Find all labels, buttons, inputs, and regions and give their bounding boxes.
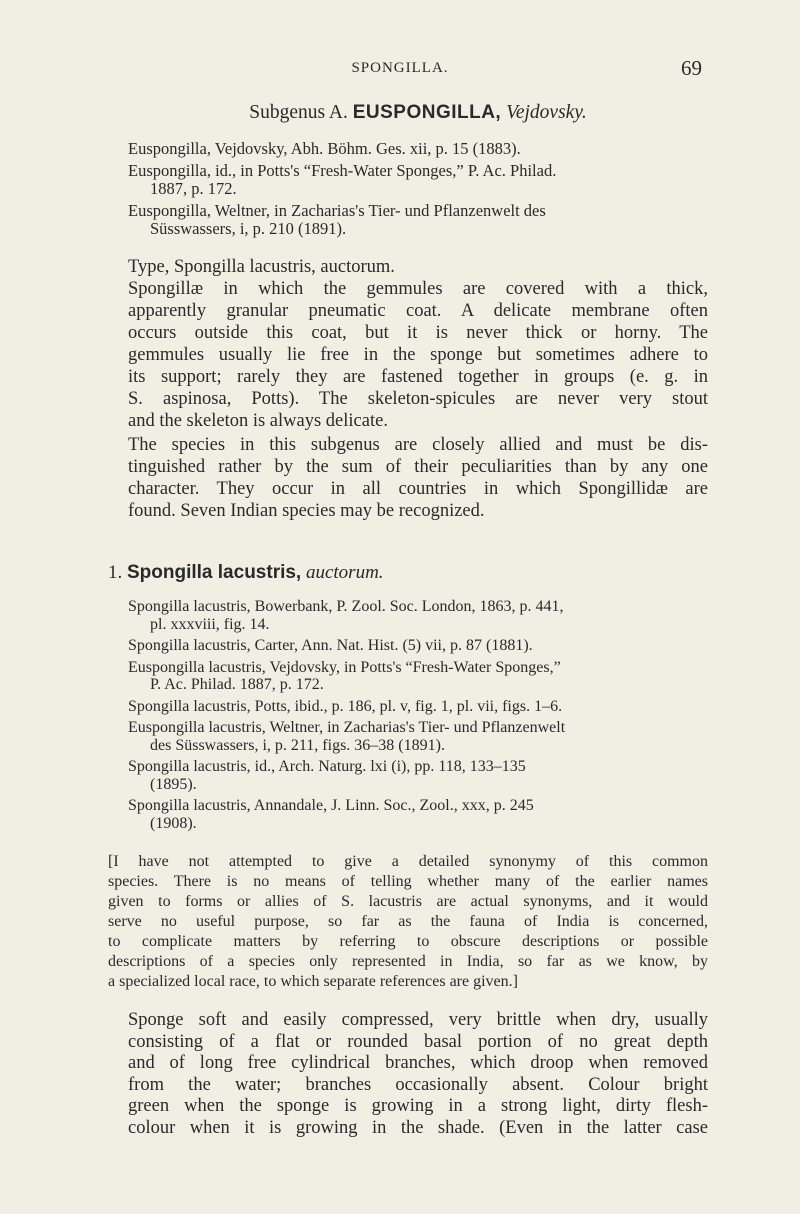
text-line: gemmules usually lie free in the sponge but sometimes adhere to [128,345,708,365]
page-number: 69 [681,56,702,80]
text-line: serve no useful purpose, so far as the fauna of India is concerned, [108,913,708,930]
synonym-line: Euspongilla lacustris, Weltner, in Zacharias's Tier- und Pflanzenwelt [128,719,566,736]
synonymy-list [108,598,708,832]
reference-entry [108,162,708,198]
synonym-line: Euspongilla lacustris, Vejdovsky, in Potts's “Fresh-Water Sponges,” [128,658,561,676]
synonym-entry [108,797,708,832]
text-line: The species in this subgenus are closely allied and must be dis- [128,435,708,455]
text-line: species. There is no means of telling whether many of the earlier names [108,873,708,890]
species-paragraph [108,434,708,522]
synonym-entry [108,637,708,655]
synonym-line: P. Ac. Philad. 1887, p. 172. [150,676,324,693]
species-number: 1. [108,562,123,583]
synonym-entry [108,698,708,716]
synonym-line: (1895). [150,775,197,793]
synonym-line: des Süsswassers, i, p. 211, figs. 36–38 (1891). [150,736,445,754]
subgenus-name: EUSPONGILLA, [352,102,502,123]
reference-line: Süsswassers, i, p. 210 (1891). [150,219,347,238]
text-line: tinguished rather by the sum of their peculiarities than by any one [128,457,708,477]
sponge-description [108,1010,708,1139]
text-line: occurs outside this coat, but it is never thick or horny. The [128,323,708,343]
reference-line: Euspongilla, Weltner, in Zacharias's Tier- und Pflanzenwelt des [128,201,546,220]
text-line: S. aspinosa, Potts). The skeleton-spicules are never very stout [128,389,708,409]
synonym-entry [108,758,708,793]
text-line: character. They occur in all countries in which Spongillidæ are [128,479,708,499]
text-line: consisting of a flat or rounded basal portion of no great depth [128,1031,708,1052]
subgenus-references [108,140,708,238]
text-line: to complicate matters by referring to obscure descriptions or possible [108,933,708,950]
text-line: given to forms or allies of S. lacustris are actual synonyms, and it would [108,893,708,910]
text-line: Sponge soft and easily compressed, very brittle when dry, usually [128,1010,708,1030]
synonym-line: Spongilla lacustris, Potts, ibid., p. 186, pl. v, fig. 1, pl. vii, figs. 1–6. [128,697,563,715]
synonymy-note [108,852,708,992]
species-name: Spongilla lacustris, [127,562,302,583]
synonym-line: Spongilla lacustris, Carter, Ann. Nat. Hist. (5) vii, p. 87 (1881). [128,637,533,654]
text-line: a specialized local race, to which separate references are given.] [108,973,518,990]
synonym-line: (1908). [150,814,197,832]
reference-entry [108,202,708,238]
reference-line: Euspongilla, Vejdovsky, Abh. Böhm. Ges. xii, p. 15 (1883). [128,139,521,158]
text-line: Type, Spongilla lacustris, auctorum. [128,257,395,277]
subgenus-authority: Vejdovsky. [506,102,587,123]
text-line: Spongillæ in which the gemmules are covered with a thick, [128,279,708,299]
running-title: SPONGILLA. [351,60,449,76]
species-heading [108,562,708,584]
subgenus-prefix: Subgenus A. [249,102,348,123]
page-body [108,102,708,1139]
synonym-entry [108,719,708,754]
text-line: and the skeleton is always delicate. [128,411,388,431]
text-line: descriptions of a species only represented in India, so far as we know, by [108,953,708,970]
text-line: its support; rarely they are fastened together in groups (e. g. in [128,367,708,387]
synonym-entry [108,598,708,633]
type-paragraph [108,256,708,432]
text-line: colour when it is growing in the shade. (Even in the latter case [128,1117,708,1138]
subgenus-heading [128,102,708,124]
text-line: and of long free cylindrical branches, which droop when removed [128,1053,708,1073]
reference-line: 1887, p. 172. [150,179,237,198]
text-line: from the water; branches occasionally absent. Colour bright [128,1074,708,1095]
species-authority: auctorum. [305,562,384,583]
synonym-line: Spongilla lacustris, Annandale, J. Linn. Soc., Zool., xxx, p. 245 [128,797,534,814]
text-line: green when the sponge is growing in a strong light, dirty flesh- [128,1096,708,1116]
text-line: found. Seven Indian species may be recognized. [128,501,485,521]
reference-entry [108,140,708,158]
synonym-entry [108,659,708,694]
synonym-line: Spongilla lacustris, Bowerbank, P. Zool. Soc. London, 1863, p. 441, [128,598,564,615]
synonym-line: Spongilla lacustris, id., Arch. Naturg. lxi (i), pp. 118, 133–135 [128,758,526,775]
text-line: [I have not attempted to give a detailed synonymy of this common [108,853,708,870]
reference-line: Euspongilla, id., in Potts's “Fresh-Water Sponges,” P. Ac. Philad. [128,161,557,180]
text-line: apparently granular pneumatic coat. A delicate membrane often [128,301,708,321]
synonym-line: pl. xxxviii, fig. 14. [150,615,270,633]
